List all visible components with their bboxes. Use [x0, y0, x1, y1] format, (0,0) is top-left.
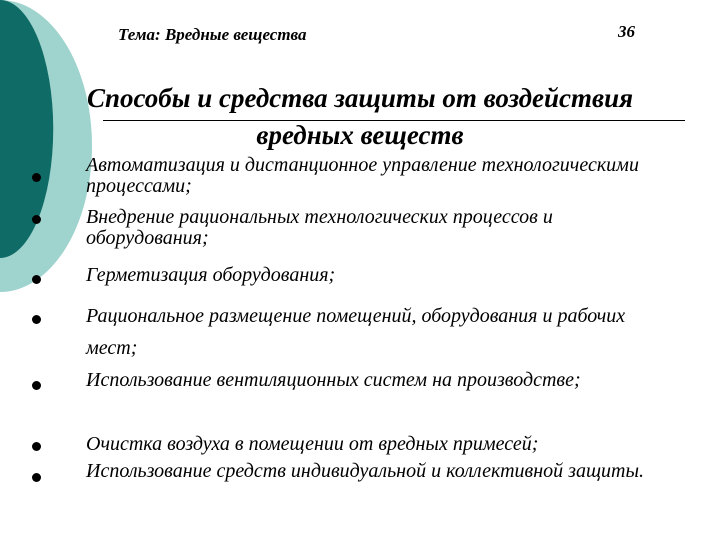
- list-item: Использование вентиляционных систем на производстве;: [86, 369, 581, 391]
- list-item: Автоматизация и дистанционное управление технологическими процессами;: [86, 154, 639, 197]
- bullet-dot: [32, 315, 41, 324]
- bullet-dot: [32, 473, 41, 482]
- slide-topic: Тема: Вредные вещества: [118, 25, 307, 44]
- list-item: Рациональное размещение помещений, оборудования и рабочих мест;: [86, 305, 626, 359]
- bullet-dot: [32, 442, 41, 451]
- bullet-dot: [32, 381, 41, 390]
- list-item: Внедрение рациональных технологических процессов и оборудования;: [86, 206, 553, 249]
- bullet-dot: [32, 215, 41, 224]
- slide-title: Способы и средства защиты от воздействия вредных веществ: [86, 83, 634, 150]
- list-item: Использование средств индивидуальной и коллективной защиты.: [86, 460, 645, 482]
- bullet-dot: [32, 173, 41, 182]
- list-item: Очистка воздуха в помещении от вредных примесей;: [86, 433, 539, 455]
- title-underline: [103, 120, 685, 121]
- bullet-dot: [32, 275, 41, 284]
- list-item: Герметизация оборудования;: [86, 264, 336, 286]
- page-number: 36: [618, 22, 635, 41]
